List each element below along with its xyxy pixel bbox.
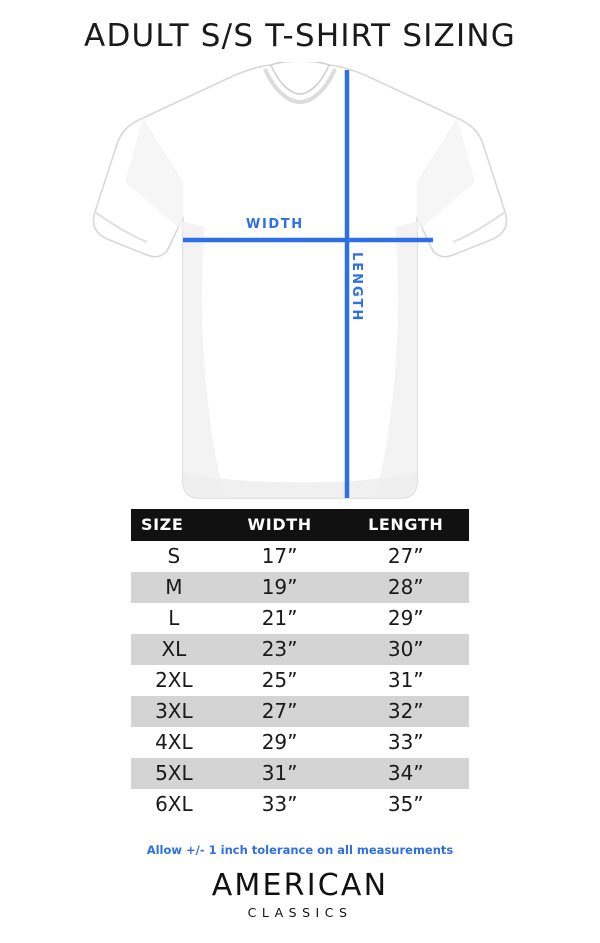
cell-length: 29” [343,603,470,634]
cell-size: M [131,572,217,603]
cell-size: 2XL [131,665,217,696]
cell-width: 33” [217,789,343,820]
cell-length: 33” [343,727,470,758]
cell-size: L [131,603,217,634]
table-row [131,603,469,634]
table-row [131,665,469,696]
cell-length: 31” [343,665,470,696]
table-row [131,541,469,572]
brand-logo [0,868,600,920]
length-label: LENGTH [349,252,364,323]
table-row [131,634,469,665]
cell-width: 23” [217,634,343,665]
table-row [131,789,469,820]
width-label: WIDTH [246,217,304,232]
cell-size: 4XL [131,727,217,758]
column-header-size: SIZE [131,509,217,541]
column-header-length: LENGTH [343,509,470,541]
cell-length: 32” [343,696,470,727]
brand-tagline: CLASSICS [247,905,353,920]
cell-length: 30” [343,634,470,665]
cell-width: 25” [217,665,343,696]
table-row [131,727,469,758]
cell-size: XL [131,634,217,665]
cell-width: 19” [217,572,343,603]
cell-length: 34” [343,758,470,789]
table-row [131,572,469,603]
column-header-width: WIDTH [217,509,343,541]
cell-length: 28” [343,572,470,603]
tshirt-diagram [0,62,600,502]
cell-size: 6XL [131,789,217,820]
size-table-body [131,541,469,820]
cell-width: 27” [217,696,343,727]
table-row [131,696,469,727]
table-row [131,758,469,789]
tshirt-illustration [65,62,535,502]
cell-size: 3XL [131,696,217,727]
tolerance-note: Allow +/- 1 inch tolerance on all measurements [146,843,454,857]
size-table-head [131,509,469,541]
cell-size: 5XL [131,758,217,789]
page-title: ADULT S/S T-SHIRT SIZING [84,18,516,54]
size-table [131,509,469,820]
brand-name: AMERICAN [211,868,389,903]
table-header-row [131,509,469,541]
cell-width: 29” [217,727,343,758]
cell-size: S [131,541,217,572]
cell-width: 31” [217,758,343,789]
cell-width: 21” [217,603,343,634]
cell-length: 35” [343,789,470,820]
cell-length: 27” [343,541,470,572]
size-table-wrap [131,509,469,820]
cell-width: 17” [217,541,343,572]
